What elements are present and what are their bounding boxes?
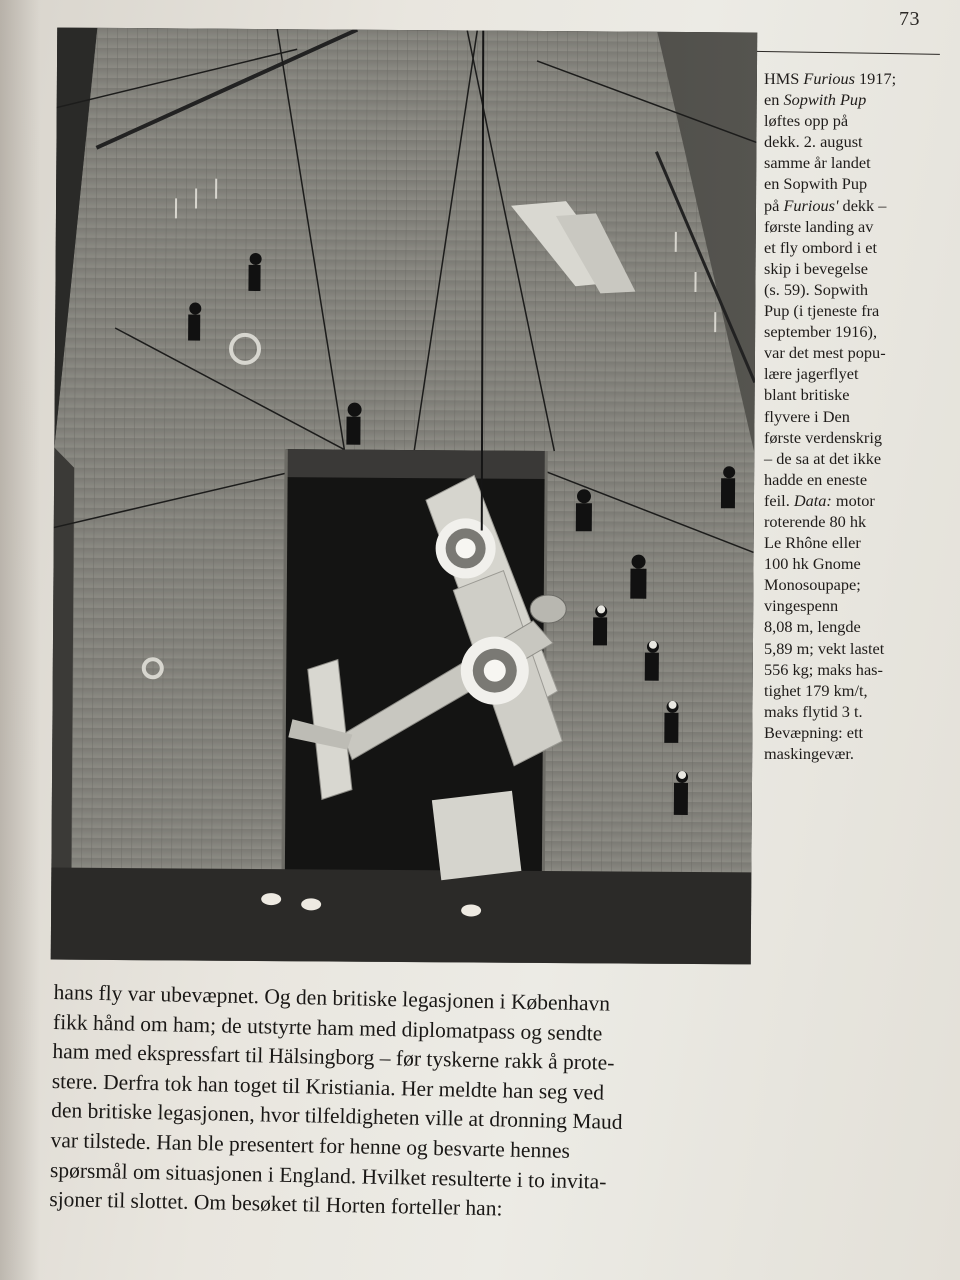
photo [51, 28, 757, 965]
body-line: ham med ekspressfart til Hälsingborg – før tyskerne rakk å prote- [52, 1039, 615, 1075]
aircraft-carrier-deck-photo-icon [51, 28, 757, 965]
page-gutter-shadow [0, 0, 40, 1280]
body-line: stere. Derfra tok han toget til Kristiania. Her meldte han seg ved [51, 1068, 605, 1105]
body-paragraph [49, 978, 784, 1230]
photo-caption [764, 68, 944, 764]
caption-text: motor roterende 80 hk Le Rhône eller 100 hk Gnome Monosoupape; vingespenn 8,08 m, lengde 5,89 m; vekt lastet 556 kg; maks has- tighet 179 km/t, maks flytid 3 t. Bevæpning: ett maskingevær. [764, 490, 885, 763]
caption-text: HMS [764, 69, 804, 88]
caption-italic-text: Sopwith Pup [783, 90, 867, 110]
caption-text: løftes opp på dekk. 2. august samme år landet en Sopwith Pup på [764, 111, 871, 215]
caption-text: dekk – første landing av et fly ombord i et skip i bevegelse (s. 59). Sopwith Pup (i tjeneste fra september 1916), var det mest popu- lære jagerflyet blant britiske flyvere i Den første verdenskrig – de sa at det ikke hadde en eneste feil. [764, 195, 887, 510]
body-line: spørsmål om situasjonen i England. Hvilket resulterte i to invita- [49, 1157, 607, 1194]
body-line: var tilstede. Han ble presentert for henne og besvarte hennes [50, 1127, 571, 1163]
caption-italic-text: Data: [793, 490, 832, 510]
page-number: 73 [899, 8, 920, 30]
body-line: den britiske legasjonen, hvor tilfeldigheten ville at dronning Maud [50, 1098, 623, 1135]
caption-text: 1917; en [764, 69, 897, 110]
body-line: hans fly var ubevæpnet. Og den britiske legasjonen i København [53, 979, 611, 1016]
body-line: sjoner til slottet. Om besøket til Horten forteller han: [49, 1187, 503, 1221]
caption-italic-text: Furious [803, 69, 855, 88]
caption-italic-text: Furious' [783, 195, 839, 215]
body-line: fikk hånd om ham; de utstyrte ham med diplomatpass og sendte [52, 1009, 603, 1046]
